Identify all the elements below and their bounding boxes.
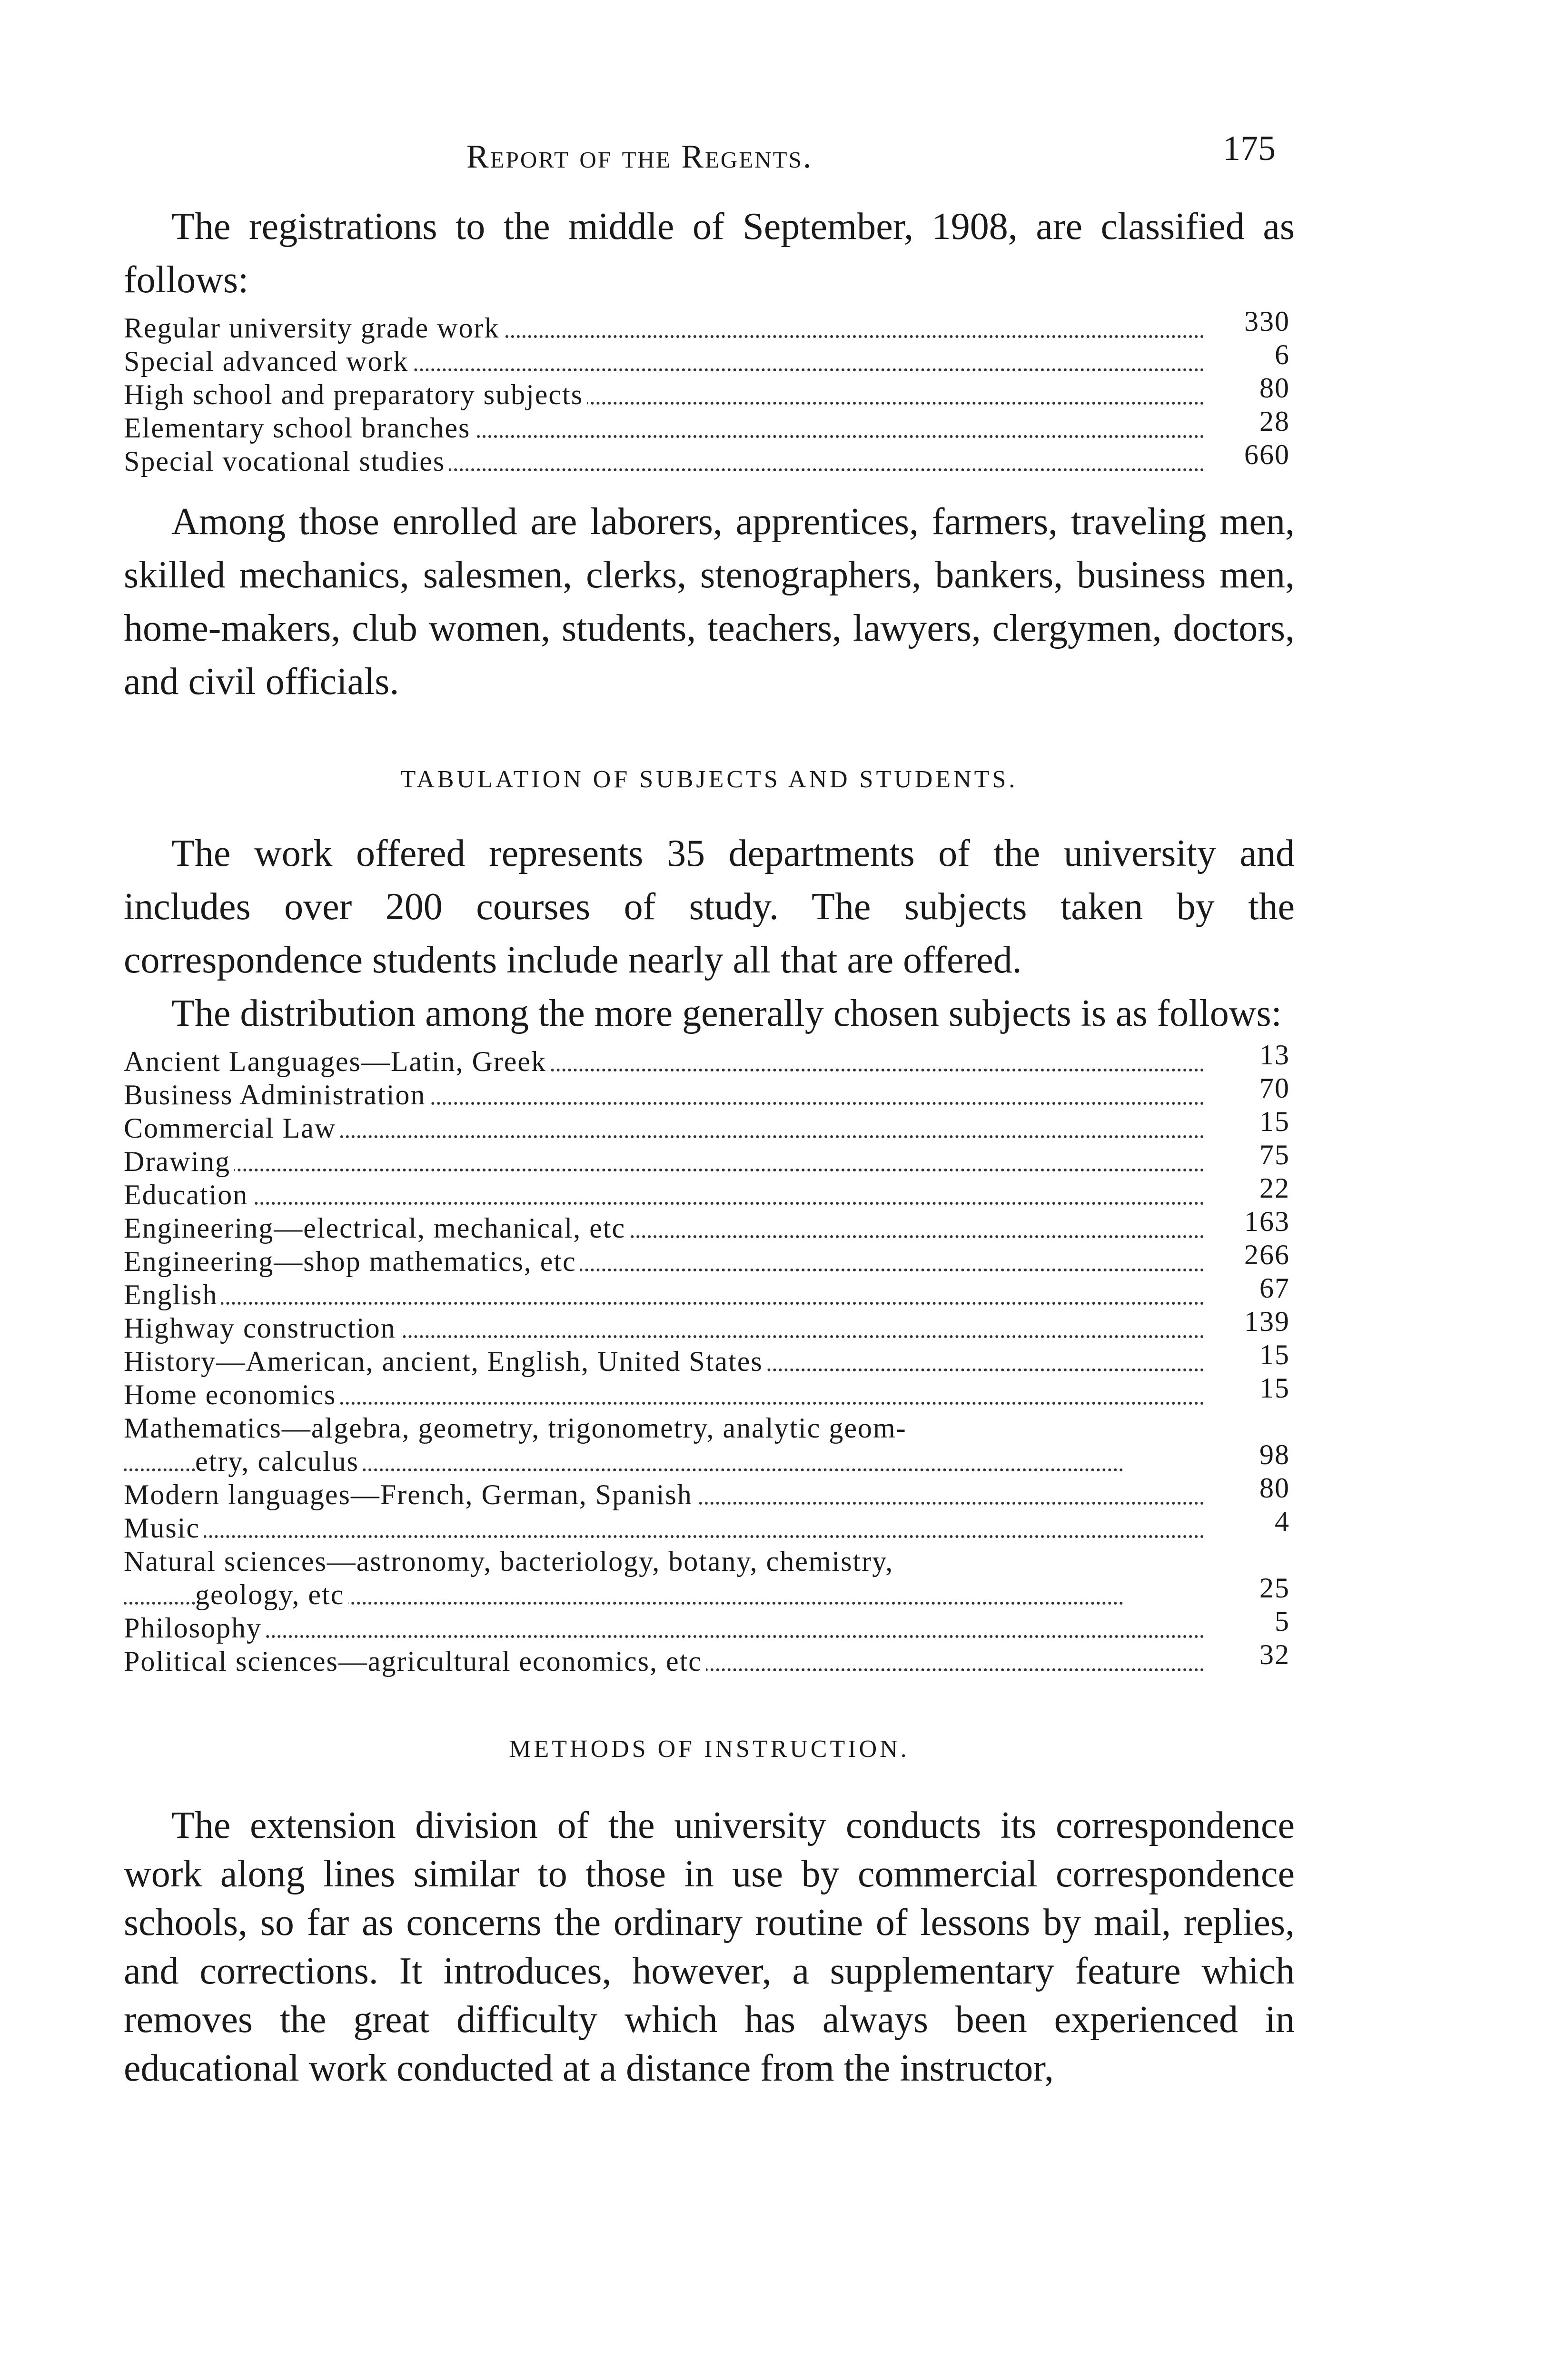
- table-row: [124, 1045, 1295, 1078]
- table-row: [124, 1278, 1295, 1311]
- row-value: 660: [1219, 445, 1290, 471]
- row-value: 32: [1219, 1645, 1290, 1671]
- enrolled-paragraph: Among those enrolled are laborers, apprentices, farmers, traveling men, skilled mechanics, salesmen, clerks, stenographers, bankers, business men, home-makers, club women, students, teachers, lawyers, clergymen, doctors, and civil officials.: [124, 501, 1295, 703]
- registrations-table: [124, 311, 1295, 478]
- row-label: Home economics: [124, 1379, 340, 1410]
- table-row: [124, 1545, 1295, 1611]
- row-label: Mathematics—algebra, geometry, trigonometry, analytic geom-: [124, 1412, 911, 1444]
- table-row: [124, 1378, 1295, 1411]
- row-label-continuation: etry, calculus: [195, 1446, 363, 1477]
- table-row: [124, 345, 1295, 378]
- row-value: 6: [1219, 345, 1290, 371]
- row-label: Philosophy: [124, 1612, 266, 1644]
- page-number: 175: [1223, 129, 1276, 168]
- row-label: High school and preparatory subjects: [124, 379, 587, 410]
- table-row: [124, 1245, 1295, 1278]
- row-value: 80: [1219, 378, 1290, 405]
- table-row: [124, 445, 1295, 478]
- row-label: History—American, ancient, English, United States: [124, 1346, 767, 1377]
- row-label: Elementary school branches: [124, 412, 474, 444]
- row-label: Drawing: [124, 1146, 234, 1177]
- row-label: Special vocational studies: [124, 446, 449, 477]
- row-value: 80: [1219, 1478, 1290, 1505]
- subjects-table: [124, 1045, 1295, 1678]
- row-label: Engineering—shop mathematics, etc: [124, 1246, 580, 1277]
- table-row: [124, 1178, 1295, 1211]
- table-row: [124, 1145, 1295, 1178]
- table-row: [124, 311, 1295, 345]
- methods-heading: METHODS OF INSTRUCTION.: [509, 1735, 910, 1763]
- report-page: [124, 129, 1295, 2092]
- table-row: [124, 411, 1295, 445]
- methods-paragraph: The extension division of the university conducts its correspondence work along lines similar to those in use by commercial correspondence schools, so far as concerns the ordinary routine of lessons by mail, replies, and corrections. It introduces, however, a supplementary feature which removes the great difficulty which has always been experienced in educational work conducted at a distance from the instructor,: [124, 1805, 1295, 2089]
- row-value: 13: [1219, 1045, 1290, 1071]
- table-row: [124, 1311, 1295, 1345]
- row-label: Ancient Languages—Latin, Greek: [124, 1046, 550, 1077]
- row-value: 266: [1219, 1245, 1290, 1271]
- row-label: Natural sciences—astronomy, bacteriology, botany, chemistry,: [124, 1546, 897, 1577]
- table-row: [124, 378, 1295, 411]
- row-value: 70: [1219, 1078, 1290, 1105]
- row-value: 330: [1219, 311, 1290, 338]
- row-value: 15: [1219, 1378, 1290, 1405]
- row-value: 98: [1219, 1438, 1290, 1471]
- table-row: [124, 1078, 1295, 1111]
- row-value: 75: [1219, 1145, 1290, 1171]
- row-label: Modern languages—French, German, Spanish: [124, 1479, 696, 1510]
- row-label: Regular university grade work: [124, 312, 503, 344]
- row-value: 15: [1219, 1111, 1290, 1138]
- row-value: 139: [1219, 1311, 1290, 1338]
- registrations-intro: The registrations to the middle of September, 1908, are classified as follows:: [124, 206, 1295, 301]
- row-label: Commercial Law: [124, 1112, 340, 1144]
- table-row: [124, 1645, 1295, 1678]
- table-row: [124, 1345, 1295, 1378]
- row-value: 15: [1219, 1345, 1290, 1371]
- table-row: [124, 1611, 1295, 1645]
- row-label: Special advanced work: [124, 346, 412, 377]
- row-label: Business Administration: [124, 1079, 429, 1111]
- table-row: [124, 1111, 1295, 1145]
- row-label: Highway construction: [124, 1312, 400, 1344]
- row-value: 4: [1219, 1511, 1290, 1538]
- tabulation-paragraph-2: The distribution among the more generally chosen subjects is as follows:: [171, 992, 1282, 1034]
- tabulation-paragraph-1: The work offered represents 35 departments of the university and includes over 200 courses of study. The subjects taken by the correspondence students include nearly all that are offered.: [124, 833, 1295, 981]
- row-value: 28: [1219, 411, 1290, 438]
- table-row: [124, 1478, 1295, 1511]
- row-label: Education: [124, 1179, 252, 1210]
- table-row: [124, 1511, 1295, 1545]
- running-title: Report of the Regents.: [466, 139, 813, 175]
- tabulation-heading: TABULATION OF SUBJECTS AND STUDENTS.: [400, 766, 1018, 793]
- table-row: [124, 1211, 1295, 1245]
- row-label: English: [124, 1279, 221, 1310]
- table-row: [124, 1411, 1295, 1478]
- running-head: [124, 129, 1295, 200]
- row-label-continuation: geology, etc: [195, 1579, 348, 1610]
- row-label: Engineering—electrical, mechanical, etc: [124, 1212, 629, 1244]
- row-value: 22: [1219, 1178, 1290, 1205]
- row-value: 67: [1219, 1278, 1290, 1305]
- row-label: Political sciences—agricultural economics, etc: [124, 1646, 706, 1677]
- row-value: 25: [1219, 1571, 1290, 1605]
- row-label: Music: [124, 1512, 204, 1544]
- row-value: 163: [1219, 1211, 1290, 1238]
- row-value: 5: [1219, 1611, 1290, 1638]
